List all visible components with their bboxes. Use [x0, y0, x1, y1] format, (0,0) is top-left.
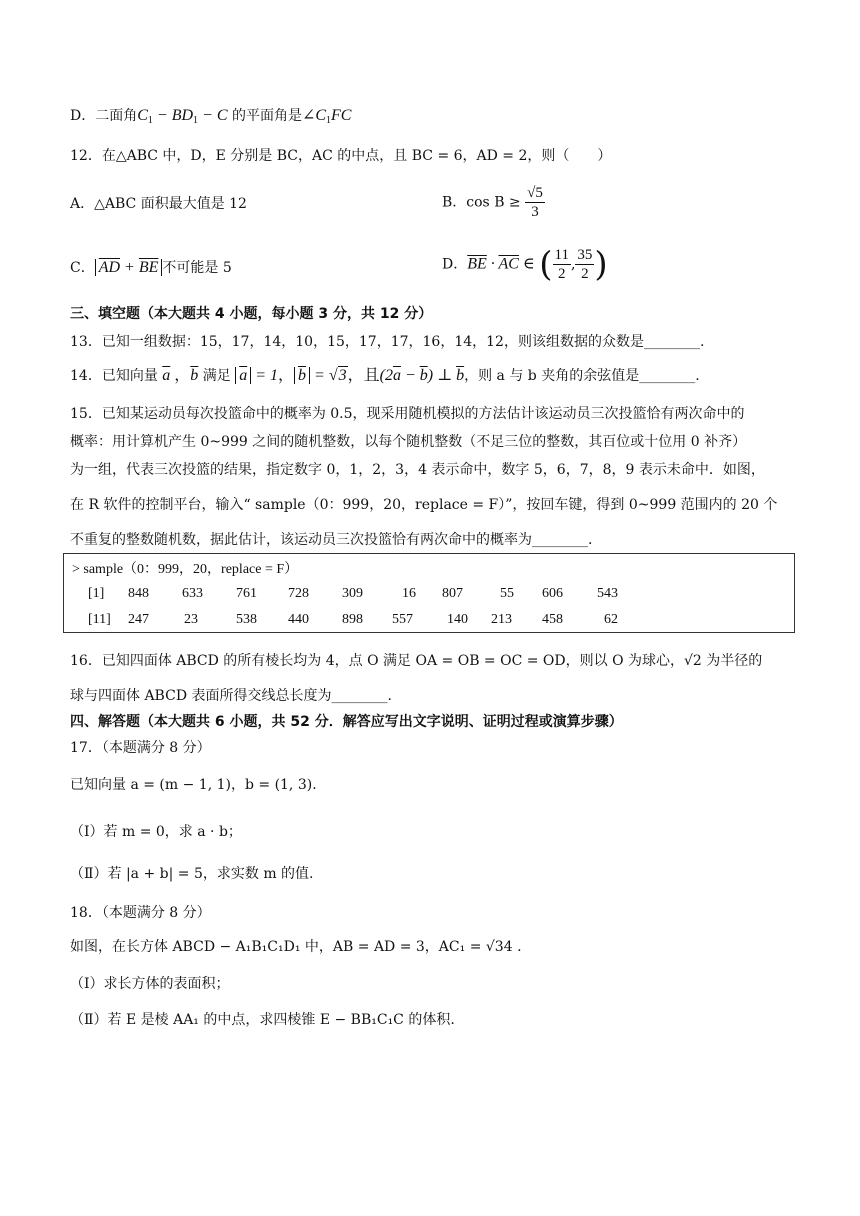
q12-option-d: D．$\overline{BE} \cdot \overline{AC}$ ∈ ( $\frac{11}{2}$ , $\frac{35}{2}$ ) — [442, 244, 608, 285]
q15-line1: 15．已知某运动员每次投篮命中的概率为 0.5，现采用随机模拟的方法估计该运动员三次投篮恰有两次命中的 — [70, 406, 745, 422]
console-value: 247 — [128, 612, 149, 627]
console-value: 309 — [342, 586, 363, 601]
console-value: 140 — [447, 612, 468, 627]
q14-suffix: ，则 a 与 b 夹角的余弦值是________. — [464, 368, 700, 384]
section-3-heading: 三、填空题（本大题共 4 小题，每小题 3 分，共 12 分） — [70, 306, 433, 322]
q12-b-prefix: B．cos B ≥ — [442, 194, 521, 211]
console-value: 807 — [442, 586, 463, 601]
q12-option-c — [70, 258, 232, 278]
q18-title: 18．（本题满分 8 分） — [70, 905, 211, 921]
q12-b-fraction — [525, 184, 545, 221]
q12-d-d1: 2 — [557, 266, 566, 282]
q11d-math1: $C_1 - BD_1 - C$ — [137, 107, 228, 126]
q11-option-d — [70, 106, 800, 131]
console-value: 848 — [128, 586, 149, 601]
q17-part1: （Ⅰ）若 m = 0，求 a · b； — [70, 824, 242, 840]
q16-line1: 16．已知四面体 ABCD 的所有棱长均为 4，点 O 满足 OA = OB = OC = OD，则以 O 为球心，√2 为半径的 — [70, 653, 763, 669]
q12-d-rparen: ) — [594, 244, 608, 285]
q17-given: 已知向量 a = (m − 1, 1)，b = (1, 3). — [70, 777, 317, 793]
console-value: 606 — [542, 586, 563, 601]
q11d-angle: $\angle C_1FC$ — [301, 107, 352, 126]
r-console-output — [63, 553, 795, 633]
q12-d-frac1 — [553, 246, 571, 283]
q12-d-lparen: ( — [539, 244, 553, 285]
console-command: > sample（0：999，20，replace = F） — [72, 562, 299, 577]
q14-prefix: 14．已知向量 — [70, 368, 158, 384]
section-4-heading: 四、解答题（本大题共 6 小题，共 52 分．解答应写出文字说明、证明过程或演算步骤） — [70, 714, 623, 730]
console-row-index: [1] — [88, 586, 105, 601]
console-value: 557 — [392, 612, 413, 627]
console-value: 543 — [597, 586, 618, 601]
console-row-1 — [72, 586, 772, 606]
q11d-mid: 的平面角是 — [231, 108, 302, 124]
console-value: 458 — [542, 612, 563, 627]
q18-given: 如图，在长方体 ABCD − A₁B₁C₁D₁ 中，AB = AD = 3，AC₁ = √34 . — [70, 939, 522, 955]
q12-c-vector: $\overline{AD} + \overline{BE}$ — [95, 259, 163, 276]
q15-line3: 为一组，代表三次投篮的结果，指定数字 0，1，2，3，4 表示命中，数字 5，6，7，8，9 表示未命中．如图， — [70, 462, 765, 478]
q12-options-ab — [70, 184, 800, 224]
q17-part2: （Ⅱ）若 |a + b| = 5，求实数 m 的值. — [70, 866, 314, 882]
q12-c-suffix: 不可能是 5 — [162, 260, 232, 276]
q12-d-dot: $\overline{BE} \cdot \overline{AC}$ ∈ — [467, 255, 535, 273]
q12-stem: 12．在△ABC 中，D，E 分别是 BC，AC 的中点，且 BC = 6，AD = 2，则（ ） — [70, 148, 612, 164]
console-value: 728 — [288, 586, 309, 601]
console-value: 55 — [500, 586, 514, 601]
q12-d-n2: 35 — [577, 247, 593, 263]
q12-c-prefix: C． — [70, 260, 95, 276]
q12-b-den: 3 — [531, 204, 539, 220]
q12-b-num: √5 — [527, 185, 543, 201]
q12-d-n1: 11 — [554, 247, 569, 263]
q11d-label: D．二面角 — [70, 108, 138, 124]
q12-options-cd — [70, 246, 800, 290]
q18-part2: （Ⅱ）若 E 是棱 AA₁ 的中点，求四棱锥 E − BB₁C₁C 的体积. — [70, 1012, 455, 1028]
q13: 13．已知一组数据：15，17，14，10，15，17，17，16，14，12，则该组数据的众数是________. — [70, 334, 705, 350]
console-value: 23 — [184, 612, 198, 627]
q12-d-d2: 2 — [581, 266, 589, 282]
q15-line2: 概率：用计算机产生 0~999 之间的随机整数，以每个随机整数（不足三位的整数，其百位或十位用 0 补齐） — [70, 434, 747, 450]
q15-line4: 在 R 软件的控制平台，输入“ sample（0：999，20，replace = F）”，按回车键，得到 0~999 范围内的 20 个 — [70, 497, 778, 513]
console-value: 440 — [288, 612, 309, 627]
console-value: 633 — [182, 586, 203, 601]
console-row-2 — [72, 612, 772, 632]
q16-line2: 球与四面体 ABCD 表面所得交线总长度为________. — [70, 688, 392, 704]
console-value: 898 — [342, 612, 363, 627]
q15-line5: 不重复的整数随机数，据此估计，该运动员三次投篮恰有两次命中的概率为________. — [70, 532, 593, 548]
q14 — [70, 366, 800, 386]
q12-option-a: A．△ABC 面积最大值是 12 — [70, 196, 247, 212]
q12-d-frac2 — [575, 246, 594, 283]
console-value: 538 — [236, 612, 257, 627]
console-value: 761 — [236, 586, 257, 601]
console-row-index: [11] — [88, 612, 111, 627]
q14-mid: 满足 — [202, 368, 231, 384]
q17-title: 17．（本题满分 8 分） — [70, 740, 211, 756]
q12-option-b — [442, 184, 545, 221]
console-value: 16 — [402, 586, 416, 601]
console-value: 213 — [491, 612, 512, 627]
q18-part1: （Ⅰ）求长方体的表面积； — [70, 976, 230, 992]
q12-d-prefix: D． — [442, 256, 468, 273]
q14-math: $\overline{a}$ ，$\overline{b}$ — [162, 367, 199, 384]
q14-conditions: $\overline{a} = 1$， $\overline{b} = √3$，且$(2\overline{a} - \overline{b})$ ⊥ $\overline{b}$ — [235, 366, 464, 384]
console-value: 62 — [604, 612, 618, 627]
